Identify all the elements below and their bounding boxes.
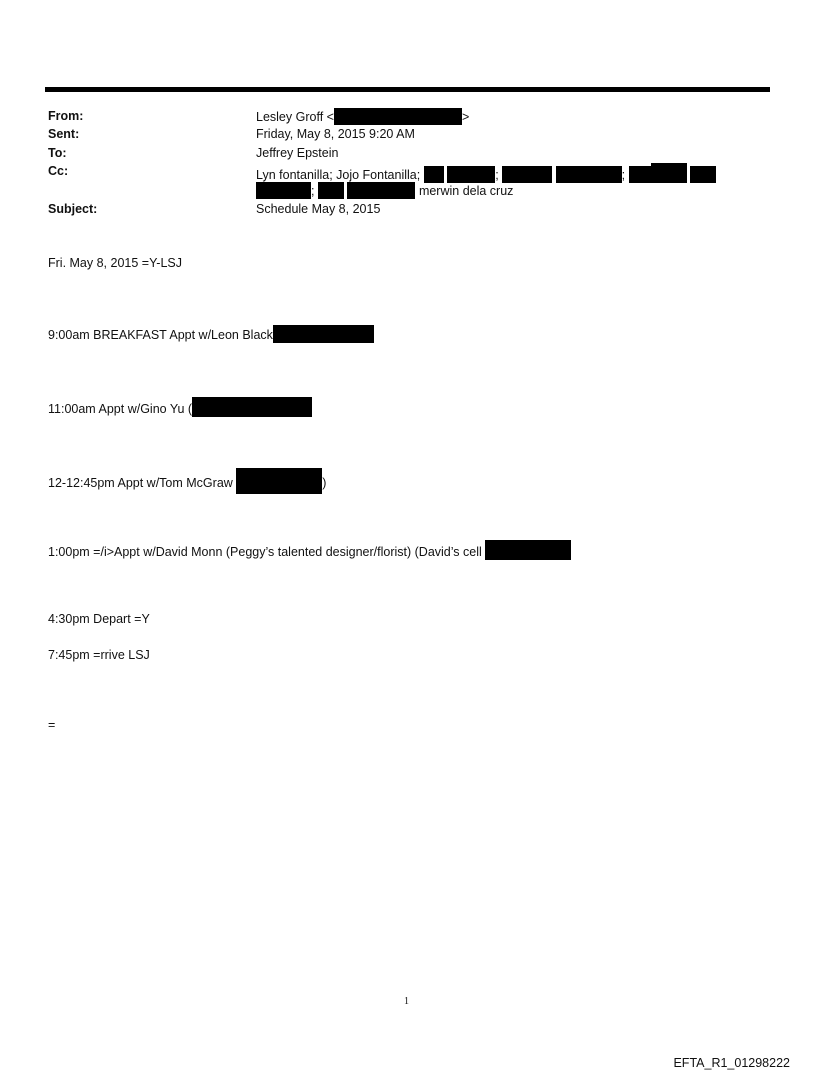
document-id: EFTA_R1_01298222 bbox=[673, 1056, 790, 1070]
redaction-box bbox=[236, 468, 322, 494]
schedule-item bbox=[48, 325, 374, 344]
schedule-item bbox=[48, 468, 326, 494]
schedule-item bbox=[48, 540, 571, 561]
redaction-box bbox=[690, 166, 716, 183]
redaction-box bbox=[318, 182, 344, 199]
redaction-box bbox=[447, 166, 495, 183]
from-end: > bbox=[461, 110, 470, 124]
schedule-date-line: Fri. May 8, 2015 =Y-LSJ bbox=[48, 256, 182, 270]
cc-label: Cc: bbox=[48, 164, 69, 178]
sent-label: Sent: bbox=[48, 127, 80, 141]
from-value bbox=[256, 108, 469, 125]
schedule-item bbox=[48, 397, 312, 418]
page-number: 1 bbox=[404, 996, 409, 1007]
cc-value-line1 bbox=[256, 163, 716, 183]
schedule-text: 9:00am BREAKFAST Appt w/Leon Black bbox=[48, 328, 273, 342]
subject-label: Subject: bbox=[48, 202, 98, 216]
schedule-item: 7:45pm =rrive LSJ bbox=[48, 648, 150, 662]
redaction-box bbox=[334, 108, 462, 125]
cc-last-name: merwin dela cruz bbox=[418, 184, 514, 198]
cc-semicolon: ; bbox=[495, 168, 499, 182]
from-label: From: bbox=[48, 109, 84, 123]
schedule-text: 12-12:45pm Appt w/Tom McGraw bbox=[48, 476, 233, 490]
to-value: Jeffrey Epstein bbox=[256, 146, 339, 160]
to-label: To: bbox=[48, 146, 67, 160]
cc-semicolon: ; bbox=[311, 184, 315, 198]
redaction-box bbox=[629, 166, 651, 183]
trailing-text: = bbox=[48, 718, 56, 732]
closing-paren: ) bbox=[322, 476, 327, 490]
redaction-box bbox=[192, 397, 312, 417]
schedule-item: 4:30pm Depart =Y bbox=[48, 612, 150, 626]
redaction-box bbox=[424, 166, 444, 183]
sent-value: Friday, May 8, 2015 9:20 AM bbox=[256, 127, 415, 141]
redaction-box bbox=[347, 182, 415, 199]
header-rule bbox=[45, 87, 770, 92]
redaction-box bbox=[256, 182, 311, 199]
cc-names: Lyn fontanilla; Jojo Fontanilla; bbox=[256, 168, 421, 182]
redaction-box bbox=[556, 166, 622, 183]
cc-value-line2 bbox=[256, 182, 513, 199]
from-name: Lesley Groff < bbox=[256, 110, 334, 124]
redaction-box bbox=[651, 163, 687, 183]
subject-value: Schedule May 8, 2015 bbox=[256, 202, 381, 216]
redaction-box bbox=[485, 540, 571, 560]
cc-semicolon: ; bbox=[621, 168, 626, 182]
redaction-box bbox=[273, 325, 374, 343]
schedule-text: 1:00pm =/i>Appt w/David Monn (Peggy’s talented designer/florist) (David’s cell bbox=[48, 545, 482, 559]
redaction-box bbox=[502, 166, 552, 183]
schedule-text: 11:00am Appt w/Gino Yu ( bbox=[48, 402, 193, 416]
